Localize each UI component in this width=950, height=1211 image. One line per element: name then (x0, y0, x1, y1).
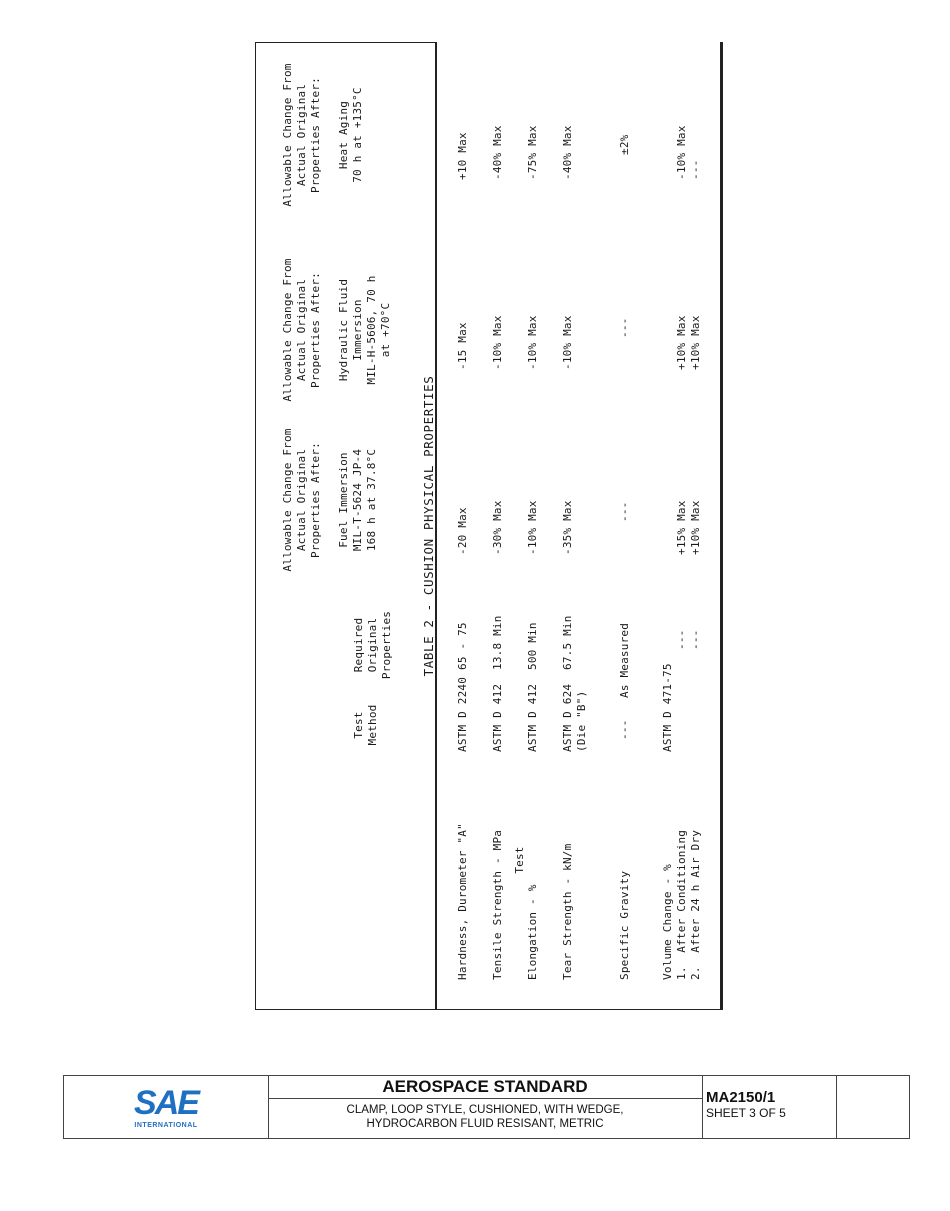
sae-logo-icon (64, 1076, 268, 1138)
row-gravity-method: --- (618, 719, 631, 740)
header-hydraulic-fluid: Allowable Change From Actual Original Properties After: Hydraulic Fluid Immersion MIL-H-5606, 70 h at +70°C (281, 258, 392, 402)
cushion-properties-table (255, 42, 723, 1010)
row-tear-fuel: -35% Max (561, 500, 574, 555)
row-elongation-required: 500 Min (526, 622, 539, 670)
standard-type: AEROSPACE STANDARD (268, 1076, 702, 1099)
row-hardness-method: ASTM D 2240 (456, 676, 469, 752)
table-left-rule-lower (437, 1009, 720, 1010)
logo-text: SAE (134, 1084, 198, 1122)
row-hardness-required: 65 - 75 (456, 622, 469, 670)
row-tensile-required: 13.8 Min (491, 615, 504, 670)
row-elongation-hydraulic: -10% Max (526, 315, 539, 370)
row-volume-test: Volume Change - % 1. After Conditioning 2. After 24 h Air Dry (661, 829, 702, 980)
table-top-rule (255, 42, 256, 1010)
row-tensile-method: ASTM D 412 (491, 683, 504, 752)
row-tear-required: 67.5 Min (561, 615, 574, 670)
row-volume-fuel: +15% Max +10% Max (675, 500, 702, 555)
row-elongation-fuel: -10% Max (526, 500, 539, 555)
row-hardness-fuel: -20 Max (456, 507, 469, 555)
row-hardness-test: Hardness, Durometer "A" (456, 823, 469, 980)
header-test: Test (513, 846, 526, 874)
row-elongation-heat: -75% Max (526, 125, 539, 180)
document-title-line1: CLAMP, LOOP STYLE, CUSHIONED, WITH WEDGE, (346, 1104, 624, 1116)
document-number: MA2150/1 (706, 1089, 776, 1106)
sae-logo-cell (64, 1076, 269, 1138)
row-tear-hydraulic: -10% Max (561, 315, 574, 370)
title-cell (268, 1076, 703, 1138)
row-hardness-heat: +10 Max (456, 132, 469, 180)
row-gravity-heat: ±2% (618, 134, 631, 155)
row-tensile-test: Tensile Strength - MPa (491, 829, 504, 980)
header-required: Required Original Properties (352, 610, 393, 680)
document-title-line2: HYDROCARBON FLUID RESISANT, METRIC (366, 1118, 604, 1130)
title-block (63, 1075, 910, 1139)
table-title: TABLE 2 - CUSHION PHYSICAL PROPERTIES (421, 375, 436, 677)
row-tensile-heat: -40% Max (491, 125, 504, 180)
row-tensile-fuel: -30% Max (491, 500, 504, 555)
row-hardness-hydraulic: -15 Max (456, 322, 469, 370)
row-volume-required: --- --- (675, 629, 702, 650)
header-heat-aging: Allowable Change From Actual Original Properties After: Heat Aging 70 h at +135°C (281, 63, 364, 207)
row-tear-heat: -40% Max (561, 125, 574, 180)
row-volume-method: ASTM D 471-75 (661, 663, 674, 752)
row-elongation-method: ASTM D 412 (526, 683, 539, 752)
row-gravity-fuel: --- (618, 501, 631, 522)
sheet-number: SHEET 3 OF 5 (706, 1106, 786, 1120)
row-volume-heat: -10% Max --- (675, 125, 702, 180)
row-volume-hydraulic: +10% Max +10% Max (675, 315, 702, 370)
table-right-rule (255, 42, 435, 43)
revision-cell (836, 1076, 909, 1138)
row-gravity-test: Specific Gravity (618, 870, 631, 980)
table-left-rule (255, 1009, 435, 1010)
row-tear-method: ASTM D 624 (Die "B") (561, 683, 588, 752)
row-tear-test: Tear Strength - kN/m (561, 843, 574, 980)
row-elongation-test: Elongation - % (526, 884, 539, 980)
header-test-method: Test Method (352, 704, 379, 746)
doc-number-cell (702, 1076, 837, 1138)
header-fuel-immersion: Allowable Change From Actual Original Properties After: Fuel Immersion MIL-T-5624 JP-4 168 h at 37.8°C (281, 428, 378, 572)
logo-subtext: INTERNATIONAL (134, 1122, 198, 1129)
row-tensile-hydraulic: -10% Max (491, 315, 504, 370)
document-title (268, 1099, 702, 1131)
row-gravity-hydraulic: --- (618, 317, 631, 338)
table-bottom-rule (720, 42, 723, 1010)
row-gravity-required: As Measured (618, 622, 631, 698)
rotated-table-area (255, 42, 723, 1010)
